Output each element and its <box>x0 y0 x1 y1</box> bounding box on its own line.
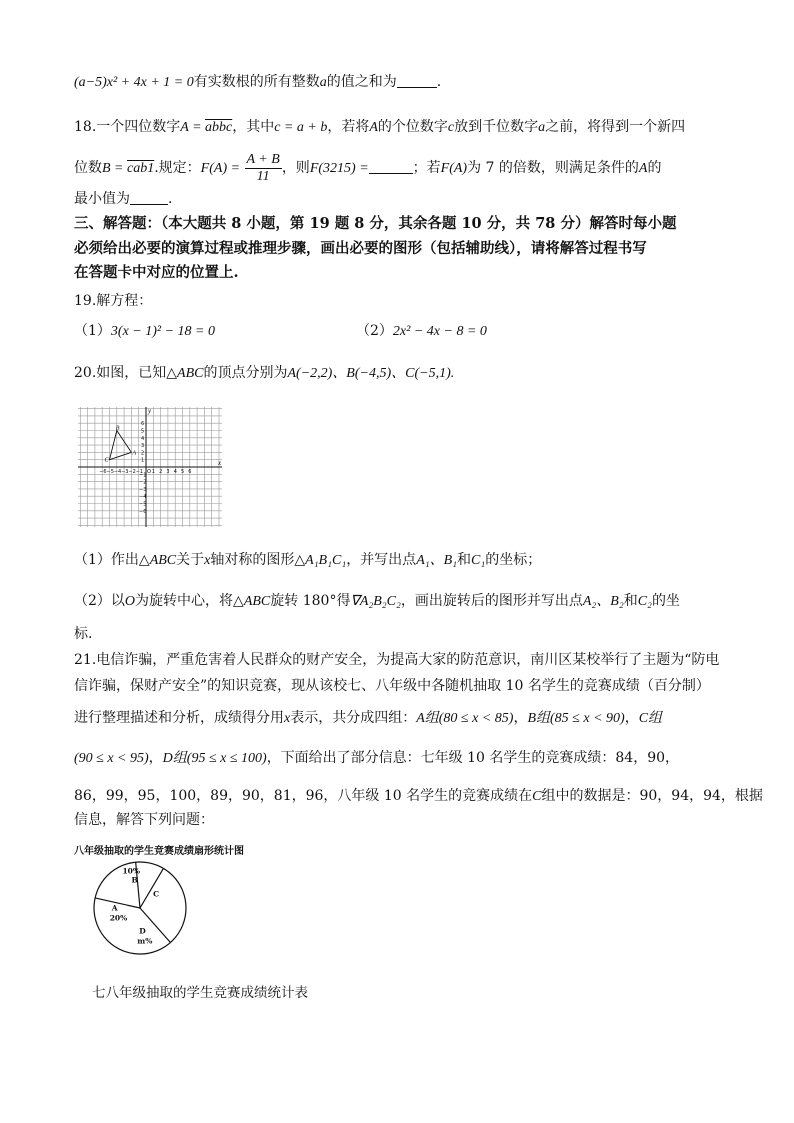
y-tick-label: 2 <box>141 450 145 457</box>
q18-overline-number: cab1 <box>127 161 155 176</box>
q21-group: C组 <box>638 711 663 726</box>
q21-math: x <box>284 711 291 726</box>
x-tick-label: −5 <box>106 469 114 475</box>
q18-math: F(A) = <box>200 161 241 176</box>
y-tick-label: 3 <box>141 443 145 450</box>
q20-stem <box>74 363 454 384</box>
q20-points: A(−2,2)、B(−4,5)、C(−5,1). <box>287 366 455 381</box>
q17-end: . <box>436 74 442 90</box>
q20-part-1 <box>74 550 541 571</box>
answer-blank <box>369 159 413 174</box>
q21-line-3 <box>74 708 662 729</box>
q18-text: 位数 <box>74 160 102 176</box>
q19-label: （2） <box>356 323 393 339</box>
q21-text: 表示，共分成四组： <box>290 710 417 726</box>
pie-slice-boundary-c <box>140 868 163 908</box>
q20-math: C₁ <box>471 553 486 568</box>
q20-text: ，画出旋转后的图形并写出点 <box>400 593 583 609</box>
q20-text: 为旋转中心，将△ <box>135 593 244 609</box>
q18-var: A <box>369 120 378 135</box>
q21-line-2: 信诈骗，保财产安全”的知识竞赛，现从该校七、八年级中各随机抽取 10 名学生的竞赛成绩（百分制） <box>74 678 710 694</box>
x-tick-label: −3 <box>121 469 129 475</box>
axis-label-y: y <box>148 407 152 415</box>
pie-chart-title: 八年级抽取的学生竞赛成绩扇形统计图 <box>74 846 244 857</box>
section-heading-line-3: 在答题卡中对应的位置上. <box>74 264 239 281</box>
y-tick-label: −4 <box>139 494 147 501</box>
q20-text: 关于 <box>176 552 205 568</box>
section-heading-line-1: 三、解答题：（本大题共 8 小题，第 19 题 8 分，其余各题 10 分，共 78 分）解答时每小题 <box>74 215 677 232</box>
x-tick-label: −1 <box>135 469 144 475</box>
q20-part-2 <box>74 591 680 612</box>
x-tick-label: −6 <box>99 469 107 475</box>
pie-slice-value-b: 10% <box>122 866 141 876</box>
q18-text: 的 <box>647 160 662 176</box>
y-tick-label: −6 <box>139 508 147 515</box>
q20-math: A₁B₁C₁ <box>305 553 347 568</box>
q20-math: ABC <box>243 594 271 609</box>
q21-group: A组(80 ≤ x < 85) <box>416 711 514 726</box>
q21-math: C <box>532 789 542 804</box>
x-tick-label: 2 <box>159 469 163 475</box>
y-tick-label: 1 <box>141 457 145 464</box>
table-title: 七八年级抽取的学生竞赛成绩统计表 <box>92 985 308 1001</box>
q18-var: A <box>638 161 648 176</box>
q20-part-2-cont: 标. <box>74 626 93 642</box>
q20-text: ，并写出点 <box>346 552 417 568</box>
q21-group: B组(85 ≤ x < 90) <box>527 711 625 726</box>
pie-chart <box>90 858 190 958</box>
y-tick-label: −5 <box>139 501 147 508</box>
pie-slice-value-a: 20% <box>109 913 128 923</box>
q17-line <box>74 72 441 93</box>
x-tick-label: 3 <box>166 469 170 475</box>
point-label-b: B <box>115 425 120 432</box>
pie-slice-label-b: B <box>131 875 138 885</box>
q18-text: . <box>168 191 173 207</box>
q21-text: ，下面给出了部分信息：七年级 10 名学生的竞赛成绩：84，90， <box>266 750 680 766</box>
pie-slice-value-d: m% <box>137 936 153 946</box>
q21-text: ， <box>624 710 639 726</box>
q21-line-4 <box>74 748 679 769</box>
x-tick-label: 4 <box>173 469 177 475</box>
q18-var: c <box>447 120 455 135</box>
q18-math: c = a + b <box>274 120 328 135</box>
q18-text: 最小值为 <box>74 191 130 207</box>
q18-math: F(3215) = <box>309 161 369 176</box>
q20-math: ABC <box>149 553 177 568</box>
answer-blank <box>130 190 168 205</box>
q20-text: 的坐标； <box>485 552 542 568</box>
q21-text: ， <box>513 710 528 726</box>
y-tick-label: 5 <box>141 428 145 435</box>
pie-slice-boundary-a <box>95 898 140 908</box>
answer-blank <box>397 73 437 88</box>
q20-text: 轴对称的图形△ <box>210 552 306 568</box>
q20-math: ∇A₂B₂C₂ <box>350 594 401 609</box>
q18-fraction <box>245 152 282 185</box>
y-tick-label: −3 <box>139 486 147 493</box>
q18-text: 放到千位数字 <box>454 119 539 135</box>
x-tick-label: −4 <box>113 469 122 475</box>
q21-group: D组(95 ≤ x ≤ 100) <box>162 751 267 766</box>
q19-equation: 2x² − 4x − 8 = 0 <box>392 324 487 339</box>
x-tick-label: 6 <box>188 469 192 475</box>
x-tick-label: 5 <box>181 469 185 475</box>
fraction-denominator: 11 <box>256 168 270 184</box>
q21-line-5 <box>74 786 763 807</box>
q18-text: 为 7 的倍数，则满足条件的 <box>467 160 639 176</box>
origin-label: O <box>147 469 151 475</box>
q17-text: 有实数根的所有整数 <box>193 74 320 90</box>
q18-text: ，其中 <box>232 119 275 135</box>
pie-slice-label-c: C <box>153 889 160 899</box>
q19-part-1 <box>74 321 215 342</box>
q18-text: ，则 <box>281 160 310 176</box>
q19-label: （1） <box>74 323 111 339</box>
q21-line-1: 21.电信诈骗，严重危害着人民群众的财产安全，为提高大家的防范意识，南川区某校举行了主题为“防电 <box>74 652 720 668</box>
q20-text: 的顶点分别为 <box>203 365 288 381</box>
q17-equation: (a−5)x² + 4x + 1 = 0 <box>74 75 194 90</box>
q17-var: a <box>319 75 327 90</box>
axis-label-x: x <box>218 459 222 467</box>
q20-math: O <box>124 594 136 609</box>
q18-line-1 <box>74 117 685 138</box>
q21-text: 组中的数据是：90，94，94，根据 <box>541 788 763 804</box>
q20-math: A₁、B₁ <box>416 553 458 568</box>
q20-text: 的坐 <box>651 593 680 609</box>
q18-line-3 <box>74 189 172 209</box>
q18-text: ；若 <box>412 160 441 176</box>
q20-text: 和 <box>623 593 638 609</box>
q19-part-2 <box>356 321 487 342</box>
q21-text: ， <box>148 750 163 766</box>
q19-title: 19.解方程： <box>74 293 153 309</box>
q20-text: （1）作出△ <box>74 552 150 568</box>
fraction-numerator: A + B <box>246 151 280 167</box>
q18-math: A = <box>180 120 206 135</box>
coordinate-grid <box>76 405 224 529</box>
q21-text: 进行整理描述和分析，成绩得分用 <box>74 710 284 726</box>
q20-text: （2）以 <box>74 593 125 609</box>
q17-text2: 的值之和为 <box>326 74 397 90</box>
q18-overline-number: abbc <box>205 120 233 135</box>
x-tick-label: −2 <box>128 469 136 475</box>
q18-line-2 <box>74 150 661 187</box>
q18-var: a <box>538 120 546 135</box>
q20-text: 和 <box>457 552 472 568</box>
q20-math: ABC <box>177 366 204 381</box>
q21-text: 86，99，95，100，89，90，81，96，八年级 10 名学生的竞赛成绩在 <box>74 788 533 804</box>
q20-math: C₂ <box>637 594 652 609</box>
q20-text: 旋转 180°得 <box>270 593 351 609</box>
q18-math: F(A) <box>440 161 468 176</box>
section-heading-line-2: 必须给出必要的演算过程或推理步骤，画出必要的图形（包括辅助线），请将解答过程书写 <box>74 240 647 257</box>
x-tick-label: 1 <box>151 469 155 475</box>
point-label-a: A <box>132 450 137 457</box>
y-tick-label: 6 <box>141 421 145 428</box>
pie-slice-label-d: D <box>139 926 146 936</box>
q20-math: A₂、B₂ <box>582 594 624 609</box>
q18-math: B = <box>102 161 127 176</box>
point-label-c: C <box>104 457 109 464</box>
q20-text: 20.如图，已知△ <box>74 365 178 381</box>
y-tick-label: 4 <box>141 435 145 442</box>
q18-text: .规定： <box>154 160 201 176</box>
q18-text: 的个位数字 <box>377 119 448 135</box>
q18-text: 之前，将得到一个新四 <box>545 119 686 135</box>
q18-text: 18.一个四位数字 <box>74 119 181 135</box>
q20-math: x <box>204 553 211 568</box>
q21-line-6: 信息，解答下列问题： <box>74 812 214 828</box>
pie-slice-label-a: A <box>111 903 118 913</box>
y-tick-label: −1 <box>139 472 147 479</box>
q21-group: (90 ≤ x < 95) <box>74 751 149 766</box>
y-tick-label: −2 <box>139 479 147 486</box>
q18-text: ，若将 <box>327 119 370 135</box>
q19-equation: 3(x − 1)² − 18 = 0 <box>110 324 215 339</box>
